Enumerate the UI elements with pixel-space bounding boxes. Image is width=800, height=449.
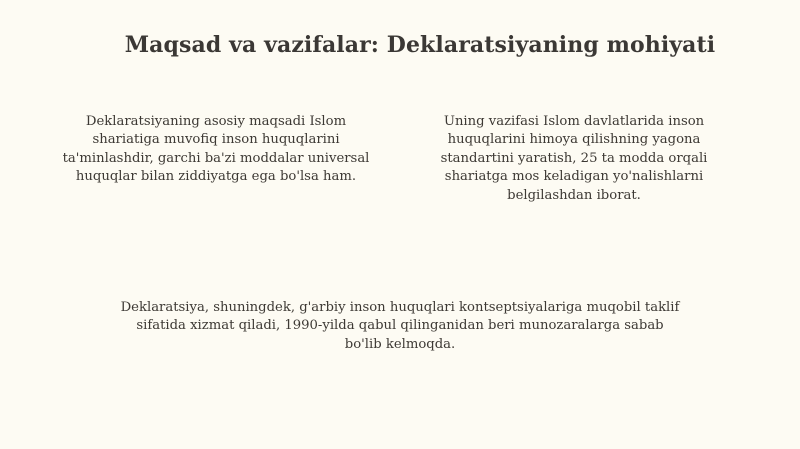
slide-title: Maqsad va vazifalar: Deklaratsiyaning mohiyati [124, 32, 716, 58]
paragraph-context: Deklaratsiya, shuningdek, g'arbiy inson huquqlari kontseptsiyalariga muqobil taklif sifatida xizmat qiladi, 1990-yilda qabul qilinganidan beri munozaralarga sabab bo'lib kelmoqda. [120, 300, 680, 352]
paragraph-goal: Deklaratsiyaning asosiy maqsadi Islom shariatiga muvofiq inson huquqlarini ta'minlashdir, garchi ba'zi moddalar universal huquqlar bilan ziddiyatga ega bo'lsa ham. [62, 114, 370, 185]
paragraph-task: Uning vazifasi Islom davlatlarida inson huquqlarini himoya qilishning yagona standartini yaratish, 25 ta modda orqali shariatga mos keladigan yo'nalishlarni belgilashdan iborat. [440, 114, 708, 203]
